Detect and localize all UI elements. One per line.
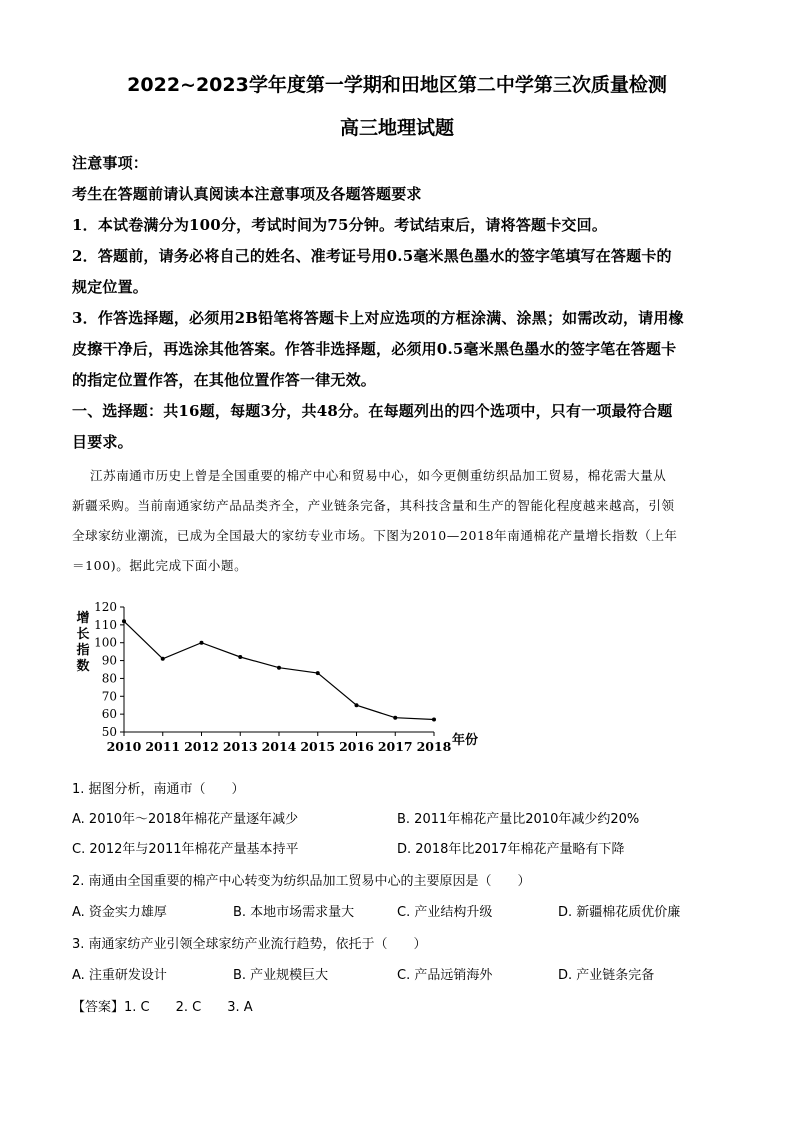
notice-item-3-line-2: 皮擦干净后，再选涂其他答案。作答非选择题，必须用0.5毫米黑色墨水的签字笔在答题卡	[72, 340, 677, 358]
x-tick-label: 2017	[377, 739, 413, 754]
q2-option-c: C. 产业结构升级	[397, 905, 493, 920]
x-tick-label: 2011	[145, 739, 181, 754]
passage-line-3: 全球家纺业潮流，已成为全国最大的家纺专业市场。下图为2010—2018年南通棉花产量增长指数（上年	[72, 528, 678, 543]
x-tick-label: 2018	[416, 739, 452, 754]
notice-item-3-line-3: 的指定位置作答，在其他位置作答一律无效。	[72, 371, 377, 389]
x-tick-label: 2014	[261, 739, 297, 754]
data-point	[122, 619, 126, 623]
title-line-1: 2022~2023学年度第一学期和田地区第二中学第三次质量检测	[127, 74, 667, 96]
answer-text: 1. C 2. C 3. A	[124, 1000, 253, 1015]
q2-option-b: B. 本地市场需求量大	[233, 905, 355, 920]
cotton-growth-index-chart	[72, 585, 492, 760]
x-tick-label: 2016	[339, 739, 374, 754]
x-tick-label: 2012	[184, 739, 219, 754]
data-point	[432, 718, 436, 722]
q1-stem: 1. 据图分析，南通市（ ）	[72, 782, 245, 797]
notice-item-1: 1．本试卷满分为100分，考试时间为75分钟。考试结束后，请将答题卡交回。	[72, 216, 608, 234]
q3-option-b: B. 产业规模巨大	[233, 968, 329, 983]
notice-intro: 考生在答题前请认真阅读本注意事项及各题答题要求	[72, 185, 422, 203]
q3-stem: 3. 南通家纺产业引领全球家纺产业流行趋势，依托于（ ）	[72, 937, 427, 952]
x-tick-label: 2013	[222, 739, 258, 754]
q1-option-b: B. 2011年棉花产量比2010年减少约20%	[397, 812, 640, 827]
q3-option-c: C. 产品远销海外	[397, 968, 493, 983]
passage-line-2: 新疆采购。当前南通家纺产品品类齐全，产业链条完备，其科技含量和生产的智能化程度越来越高，引领	[72, 498, 675, 513]
data-point	[238, 655, 242, 659]
data-point	[316, 671, 320, 675]
y-axis-label-char: 长	[76, 627, 90, 642]
q1-option-a: A. 2010年～2018年棉花产量逐年减少	[72, 812, 299, 827]
q2-option-d: D. 新疆棉花质优价廉	[558, 905, 681, 920]
notice-item-2-line-1: 2．答题前，请务必将自己的姓名、准考证号用0.5毫米黑色墨水的签字笔填写在答题卡的	[72, 247, 672, 265]
data-point	[200, 641, 204, 645]
data-point	[277, 666, 281, 670]
section-heading-line-1: 一、选择题：共16题，每题3分，共48分。在每题列出的四个选项中，只有一项最符合题	[72, 402, 673, 420]
q2-stem: 2. 南通由全国重要的棉产中心转变为纺织品加工贸易中心的主要原因是（ ）	[72, 874, 531, 889]
answer-line	[72, 996, 253, 1015]
data-point	[161, 657, 165, 661]
x-tick-label: 2015	[300, 739, 336, 754]
passage-line-1: 江苏南通市历史上曾是全国重要的棉产中心和贸易中心，如今更侧重纺织品加工贸易，棉花需大量从	[90, 468, 667, 483]
notice-heading: 注意事项：	[72, 154, 149, 172]
section-heading-line-2: 目要求。	[72, 433, 133, 451]
y-tick-label: 80	[101, 671, 117, 686]
data-point	[393, 716, 397, 720]
x-axis-label: 年份	[452, 733, 479, 748]
y-axis-label-char: 增	[76, 611, 90, 626]
q3-option-d: D. 产业链条完备	[558, 968, 655, 983]
y-tick-label: 100	[94, 635, 117, 650]
q3-option-a: A. 注重研发设计	[72, 968, 167, 983]
y-tick-label: 110	[94, 617, 117, 632]
q1-option-d: D. 2018年比2017年棉花产量略有下降	[397, 842, 625, 857]
y-axis-label-char: 指	[76, 643, 90, 658]
notice-item-2-line-2: 规定位置。	[72, 278, 149, 296]
data-point	[355, 703, 359, 707]
y-axis-label-char: 数	[76, 659, 90, 674]
q1-option-c: C. 2012年与2011年棉花产量基本持平	[72, 842, 299, 857]
notice-item-3-line-1: 3．作答选择题，必须用2B铅笔将答题卡上对应选项的方框涂满、涂黑；如需改动，请用橡	[72, 309, 684, 327]
title-line-2: 高三地理试题	[339, 117, 454, 139]
y-tick-label: 70	[101, 689, 117, 704]
y-tick-label: 50	[101, 725, 117, 739]
x-tick-label: 2010	[106, 739, 142, 754]
y-tick-label: 60	[101, 707, 117, 722]
y-tick-label: 90	[101, 653, 117, 668]
passage-line-4: ＝100)。据此完成下面小题。	[72, 558, 248, 573]
q2-option-a: A. 资金实力雄厚	[72, 905, 167, 920]
series-line	[124, 621, 434, 719]
answer-tag: 【答案】	[72, 1000, 125, 1015]
y-tick-label: 120	[94, 600, 117, 614]
